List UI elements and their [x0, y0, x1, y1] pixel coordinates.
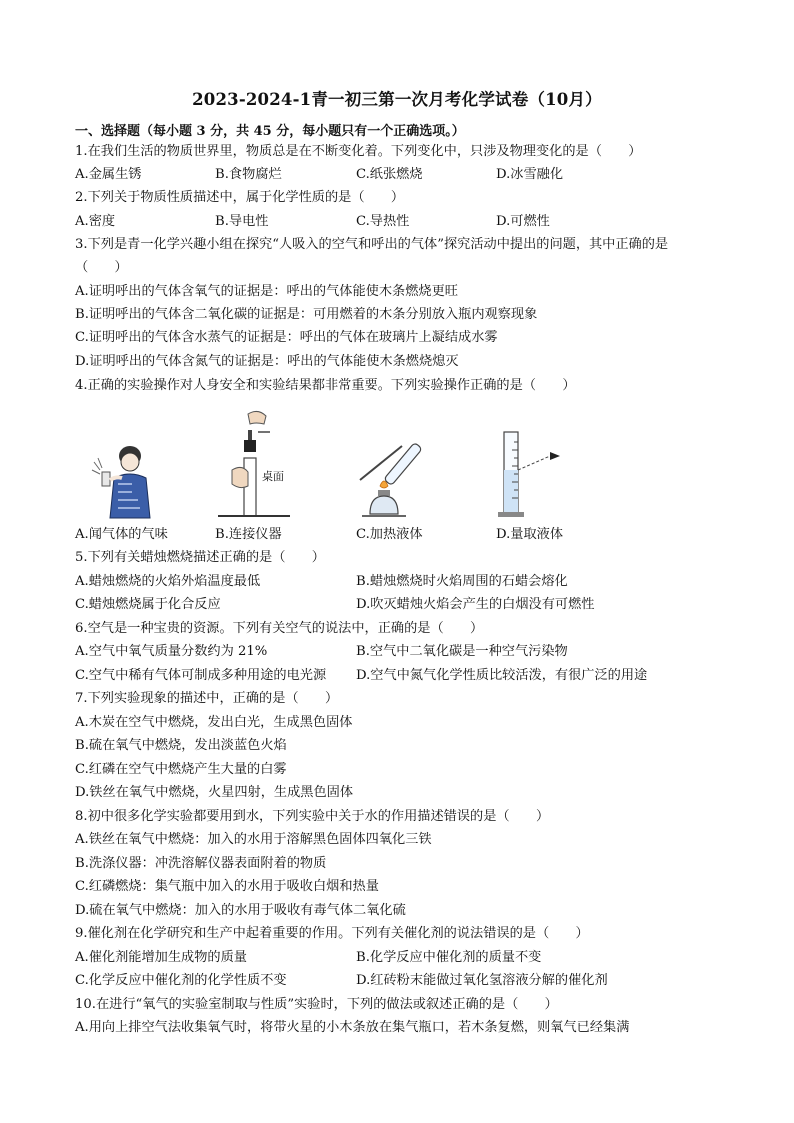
q2-option-c: C.导热性 [356, 214, 410, 229]
question-2-stem: 2.下列关于物质性质描述中，属于化学性质的是（ ） [75, 190, 405, 205]
q7-option-a: A.木炭在空气中燃烧，发出白光，生成黑色固体 [75, 715, 353, 730]
question-5-stem: 5.下列有关蜡烛燃烧描述正确的是（ ） [75, 550, 325, 565]
q6-option-c: C.空气中稀有气体可制成多种用途的电光源 [75, 668, 327, 683]
question-1-stem: 1.在我们生活的物质世界里，物质总是在不断变化着。下列变化中，只涉及物理变化的是（ ） [75, 144, 642, 159]
section-heading: 一、选择题（每小题 3 分，共 45 分，每小题只有一个正确选项。） [75, 124, 465, 139]
q7-option-b: B.硫在氧气中燃烧，发出淡蓝色火焰 [75, 738, 287, 753]
q2-option-a: A.密度 [75, 214, 116, 229]
q2-option-d: D.可燃性 [496, 214, 550, 229]
question-8-stem: 8.初中很多化学实验都要用到水，下列实验中关于水的作用描述错误的是（ ） [75, 809, 550, 824]
q2-option-b: B.导电性 [215, 214, 269, 229]
figure-measure-liquid [496, 430, 566, 520]
q9-option-b: B.化学反应中催化剂的质量不变 [356, 950, 542, 965]
q4-option-a: A.闻气体的气味 [75, 527, 168, 542]
figure-smell-gas [88, 440, 168, 520]
q1-option-b: B.食物腐烂 [215, 167, 282, 182]
q5-option-c: C.蜡烛燃烧属于化合反应 [75, 597, 221, 612]
question-3-stem-bracket: （ ） [75, 260, 128, 275]
q7-option-c: C.红磷在空气中燃烧产生大量的白雾 [75, 762, 287, 777]
q8-option-b: B.洗涤仪器：冲洗溶解仪器表面附着的物质 [75, 856, 327, 871]
q9-option-a: A.催化剂能增加生成物的质量 [75, 950, 247, 965]
q3-option-a: A.证明呼出的气体含氧气的证据是：呼出的气体能使木条燃烧更旺 [75, 284, 458, 299]
figure-b-label: 桌面 [262, 470, 284, 483]
question-4-stem: 4.正确的实验操作对人身安全和实验结果都非常重要。下列实验操作正确的是（ ） [75, 378, 576, 393]
question-7-stem: 7.下列实验现象的描述中，正确的是（ ） [75, 691, 339, 706]
q1-option-d: D.冰雪融化 [496, 167, 564, 182]
q4-option-b: B.连接仪器 [215, 527, 282, 542]
question-10-stem: 10.在进行“氧气的实验室制取与性质”实验时，下列的做法或叙述正确的是（ ） [75, 997, 558, 1012]
q1-option-a: A.金属生锈 [75, 167, 142, 182]
question-6-stem: 6.空气是一种宝贵的资源。下列有关空气的说法中，正确的是（ ） [75, 621, 484, 636]
question-9-stem: 9.催化剂在化学研究和生产中起着重要的作用。下列有关催化剂的说法错误的是（ ） [75, 926, 589, 941]
q6-option-b: B.空气中二氧化碳是一种空气污染物 [356, 644, 568, 659]
q5-option-b: B.蜡烛燃烧时火焰周围的石蜡会熔化 [356, 574, 568, 589]
q4-option-c: C.加热液体 [356, 527, 423, 542]
question-3-stem: 3.下列是青一化学兴趣小组在探究“人吸入的空气和呼出的气体”探究活动中提出的问题，其中正确的是 [75, 237, 669, 252]
q8-option-a: A.铁丝在氧气中燃烧：加入的水用于溶解黑色固体四氧化三铁 [75, 832, 432, 847]
q3-option-c: C.证明呼出的气体含水蒸气的证据是：呼出的气体在玻璃片上凝结成水雾 [75, 330, 498, 345]
q3-option-b: B.证明呼出的气体含二氧化碳的证据是：可用燃着的木条分别放入瓶内观察现象 [75, 307, 538, 322]
figure-connect-apparatus [218, 410, 290, 520]
q5-option-a: A.蜡烛燃烧的火焰外焰温度最低 [75, 574, 261, 589]
q8-option-d: D.硫在氧气中燃烧：加入的水用于吸收有毒气体二氧化硫 [75, 903, 406, 918]
q9-option-c: C.化学反应中催化剂的化学性质不变 [75, 973, 287, 988]
page-title: 2023-2024-1青一初三第一次月考化学试卷（10月） [192, 90, 602, 109]
q8-option-c: C.红磷燃烧：集气瓶中加入的水用于吸收白烟和热量 [75, 879, 379, 894]
figure-heat-liquid [352, 440, 432, 520]
q5-option-d: D.吹灭蜡烛火焰会产生的白烟没有可燃性 [356, 597, 595, 612]
q6-option-d: D.空气中氮气化学性质比较活泼，有很广泛的用途 [356, 668, 648, 683]
q7-option-d: D.铁丝在氧气中燃烧，火星四射，生成黑色固体 [75, 785, 354, 800]
q10-option-a: A.用向上排空气法收集氧气时，将带火星的小木条放在集气瓶口，若木条复燃，则氧气已经集满 [75, 1020, 630, 1035]
q9-option-d: D.红砖粉末能做过氧化氢溶液分解的催化剂 [356, 973, 608, 988]
q4-option-d: D.量取液体 [496, 527, 564, 542]
q3-option-d: D.证明呼出的气体含氮气的证据是：呼出的气体能使木条燃烧熄灭 [75, 354, 459, 369]
q1-option-c: C.纸张燃烧 [356, 167, 423, 182]
q6-option-a: A.空气中氧气质量分数约为 21% [75, 644, 268, 659]
